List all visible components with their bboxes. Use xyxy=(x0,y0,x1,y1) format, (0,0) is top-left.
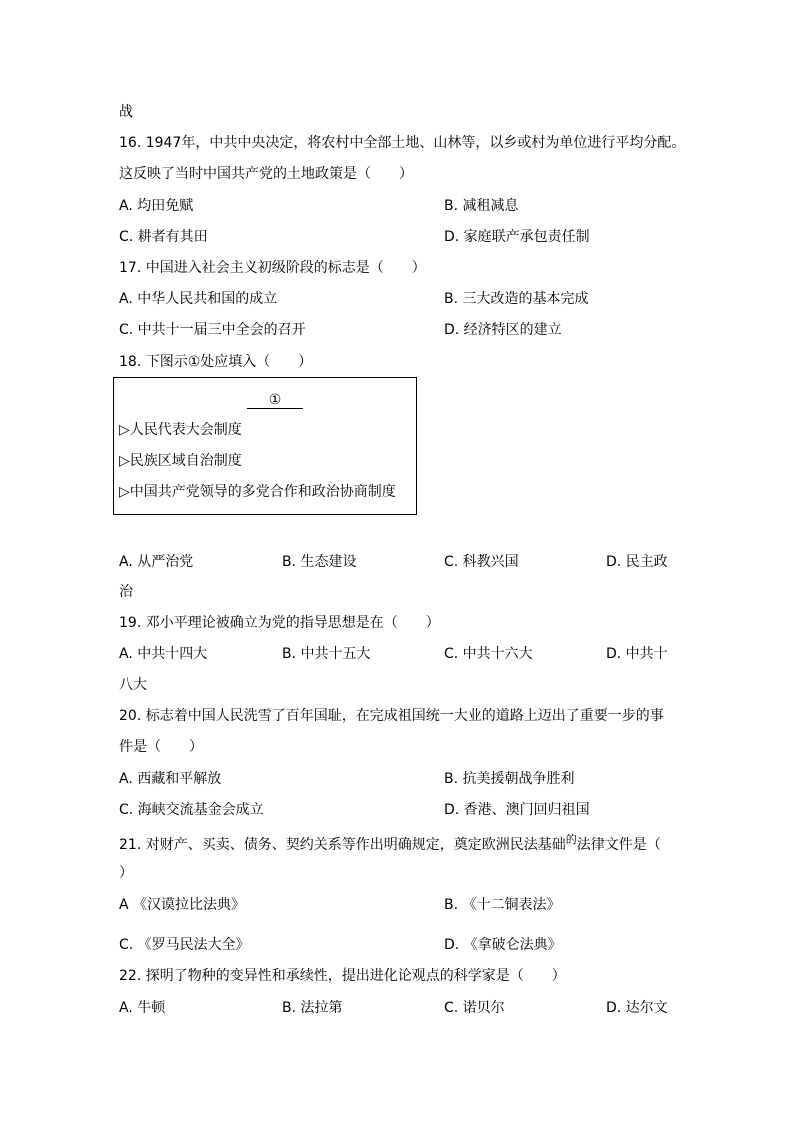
q17-option-c: C. 中共十一届三中全会的召开 xyxy=(119,322,306,338)
q22-option-b: B. 法拉第 xyxy=(282,1000,343,1016)
q20-stem-cont: 件是（ ） xyxy=(119,739,203,755)
q18-figure-item: ▷中国共产党领导的多党合作和政治协商制度 xyxy=(119,484,396,500)
q20-option-b: B. 抗美援朝战争胜利 xyxy=(444,771,575,787)
previous-question-tail: 战 xyxy=(119,104,133,120)
q19-option-d: D. 中共十 xyxy=(606,646,668,662)
q22-option-d: D. 达尔文 xyxy=(606,1000,668,1016)
q16-option-b: B. 减租减息 xyxy=(444,198,519,214)
q16-option-a: A. 均田免赋 xyxy=(119,198,194,214)
q17-option-a: A. 中华人民共和国的成立 xyxy=(119,291,278,307)
q21-option-c: C. 《罗马民法大全》 xyxy=(119,937,250,953)
q18-figure-blank: ① xyxy=(247,392,303,409)
q21-stem xyxy=(119,833,661,855)
q22-option-c: C. 诺贝尔 xyxy=(444,1000,505,1016)
q20-option-a: A. 西藏和平解放 xyxy=(119,771,222,787)
q19-option-b: B. 中共十五大 xyxy=(282,646,371,662)
q21-stem-cont: ） xyxy=(119,865,133,881)
q20-option-c: C. 海峡交流基金会成立 xyxy=(119,802,264,818)
q21-option-a: A 《汉谟拉比法典》 xyxy=(119,897,246,913)
q18-option-c: C. 科教兴国 xyxy=(444,554,519,570)
q18-figure-item: ▷人民代表大会制度 xyxy=(119,422,242,438)
q22-option-a: A. 牛顿 xyxy=(119,1000,166,1016)
q19-stem: 19. 邓小平理论被确立为党的指导思想是在（ ） xyxy=(119,615,440,631)
q18-stem: 18. 下图示①处应填入（ ） xyxy=(119,354,313,370)
q21-stem-raised-char: 的 xyxy=(565,833,577,846)
q22-stem: 22. 探明了物种的变异性和承续性，提出进化论观点的科学家是（ ） xyxy=(119,968,566,984)
q18-figure-item: ▷民族区域自治制度 xyxy=(119,453,242,469)
q16-stem: 16. 1947年，中共中央决定，将农村中全部土地、山林等，以乡或村为单位进行平均分配。 xyxy=(119,135,686,151)
q21-option-d: D. 《拿破仑法典》 xyxy=(444,937,562,953)
q17-option-b: B. 三大改造的基本完成 xyxy=(444,291,589,307)
q21-option-b: B. 《十二铜表法》 xyxy=(444,897,561,913)
q20-option-d: D. 香港、澳门回归祖国 xyxy=(444,802,590,818)
q18-option-d: D. 民主政 xyxy=(606,554,668,570)
q20-stem: 20. 标志着中国人民洗雪了百年国耻，在完成祖国统一大业的道路上迈出了重要一步的事 xyxy=(119,708,664,724)
q16-option-d: D. 家庭联产承包责任制 xyxy=(444,229,590,245)
q16-stem-cont: 这反映了当时中国共产党的土地政策是（ ） xyxy=(119,166,413,182)
q17-stem: 17. 中国进入社会主义初级阶段的标志是（ ） xyxy=(119,260,426,276)
q16-option-c: C. 耕者有其田 xyxy=(119,229,208,245)
q19-option-d-wrap: 八大 xyxy=(119,677,147,693)
q18-option-a: A. 从严治党 xyxy=(119,554,194,570)
q21-stem-part2: 法律文件是（ xyxy=(576,837,661,853)
q19-option-a: A. 中共十四大 xyxy=(119,646,208,662)
q17-option-d: D. 经济特区的建立 xyxy=(444,322,562,338)
q18-option-b: B. 生态建设 xyxy=(282,554,357,570)
q18-option-d-wrap: 治 xyxy=(119,584,133,600)
q19-option-c: C. 中共十六大 xyxy=(444,646,533,662)
q21-stem-part1: 21. 对财产、买卖、债务、契约关系等作出明确规定，奠定欧洲民法基础 xyxy=(119,837,566,853)
